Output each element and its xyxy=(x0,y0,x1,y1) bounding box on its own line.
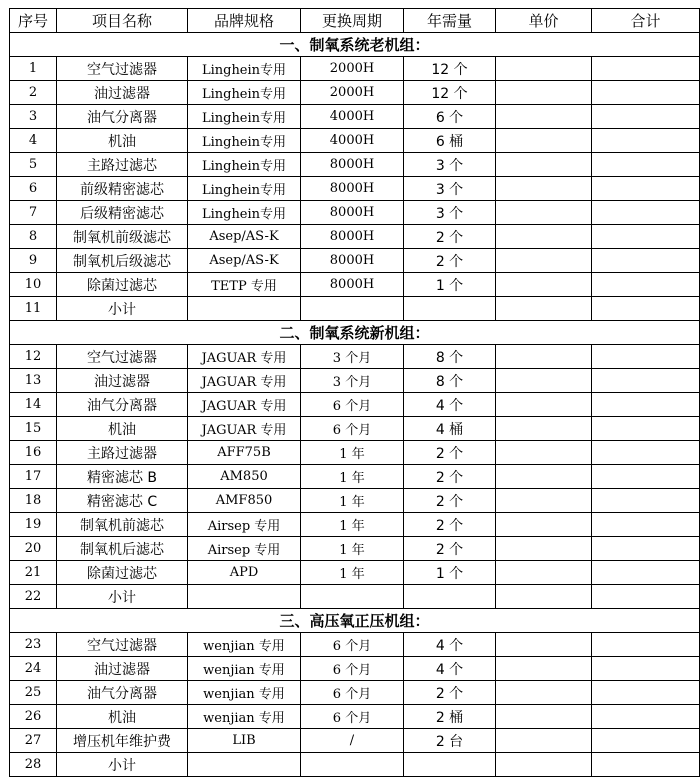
cell-qty: 8 个 xyxy=(404,369,496,393)
cell-spec: Linghein专用 xyxy=(188,129,301,153)
cell-period xyxy=(301,753,404,777)
cell-qty: 2 个 xyxy=(404,537,496,561)
cell-spec: Asep/AS-K xyxy=(188,225,301,249)
cell-no: 12 xyxy=(10,345,57,369)
cell-spec: Linghein专用 xyxy=(188,153,301,177)
cell-period: / xyxy=(301,729,404,753)
cell-period xyxy=(301,585,404,609)
table-row xyxy=(10,393,700,417)
cell-period: 8000H xyxy=(301,273,404,297)
cell-unit-price xyxy=(496,105,592,129)
cell-total xyxy=(592,249,700,273)
table-row xyxy=(10,177,700,201)
table-row xyxy=(10,753,700,777)
cell-name: 机油 xyxy=(57,129,188,153)
cell-name: 增压机年维护费 xyxy=(57,729,188,753)
section-title: 一、制氧系统老机组： xyxy=(10,33,700,57)
cell-no: 20 xyxy=(10,537,57,561)
cell-qty: 1 个 xyxy=(404,273,496,297)
cell-no: 7 xyxy=(10,201,57,225)
cell-qty: 2 个 xyxy=(404,249,496,273)
cell-name: 小计 xyxy=(57,753,188,777)
cell-unit-price xyxy=(496,633,592,657)
cell-qty: 4 个 xyxy=(404,657,496,681)
table-row xyxy=(10,681,700,705)
cell-name: 制氧机前滤芯 xyxy=(57,513,188,537)
cell-name: 前级精密滤芯 xyxy=(57,177,188,201)
cell-period: 1 年 xyxy=(301,489,404,513)
table-row xyxy=(10,537,700,561)
cell-spec: Linghein专用 xyxy=(188,177,301,201)
cell-qty: 3 个 xyxy=(404,153,496,177)
cell-period: 4000H xyxy=(301,129,404,153)
cell-spec: wenjian 专用 xyxy=(188,657,301,681)
cell-spec: JAGUAR 专用 xyxy=(188,369,301,393)
cell-qty: 2 个 xyxy=(404,513,496,537)
cell-total xyxy=(592,561,700,585)
table-row xyxy=(10,249,700,273)
cell-spec: AMF850 xyxy=(188,489,301,513)
cell-total xyxy=(592,705,700,729)
cell-unit-price xyxy=(496,81,592,105)
table-row xyxy=(10,585,700,609)
table-row xyxy=(10,465,700,489)
cell-no: 17 xyxy=(10,465,57,489)
cell-period: 8000H xyxy=(301,177,404,201)
cell-qty: 12 个 xyxy=(404,57,496,81)
cell-total xyxy=(592,105,700,129)
cell-unit-price xyxy=(496,273,592,297)
cell-total xyxy=(592,729,700,753)
section-row xyxy=(10,609,700,633)
cell-spec: wenjian 专用 xyxy=(188,681,301,705)
cell-total xyxy=(592,585,700,609)
cell-name: 制氧机后滤芯 xyxy=(57,537,188,561)
table-row xyxy=(10,57,700,81)
cell-no: 19 xyxy=(10,513,57,537)
table-row xyxy=(10,273,700,297)
cell-no: 27 xyxy=(10,729,57,753)
cell-name: 机油 xyxy=(57,705,188,729)
cell-unit-price xyxy=(496,201,592,225)
cell-no: 4 xyxy=(10,129,57,153)
cell-spec: TETP 专用 xyxy=(188,273,301,297)
cell-qty: 3 个 xyxy=(404,201,496,225)
cell-no: 2 xyxy=(10,81,57,105)
cell-name: 空气过滤器 xyxy=(57,57,188,81)
cell-name: 油过滤器 xyxy=(57,369,188,393)
cell-qty xyxy=(404,297,496,321)
table-row xyxy=(10,225,700,249)
table-row xyxy=(10,657,700,681)
cell-qty: 2 个 xyxy=(404,465,496,489)
header-row xyxy=(10,9,700,33)
cell-period: 6 个月 xyxy=(301,705,404,729)
cell-no: 10 xyxy=(10,273,57,297)
cell-qty: 2 桶 xyxy=(404,705,496,729)
cell-qty: 8 个 xyxy=(404,345,496,369)
table-row xyxy=(10,297,700,321)
table-row xyxy=(10,441,700,465)
cell-period xyxy=(301,297,404,321)
cell-total xyxy=(592,273,700,297)
cell-qty: 12 个 xyxy=(404,81,496,105)
table-row xyxy=(10,489,700,513)
table-row xyxy=(10,153,700,177)
cell-name: 主路过滤芯 xyxy=(57,153,188,177)
cell-spec xyxy=(188,585,301,609)
cell-name: 机油 xyxy=(57,417,188,441)
cell-unit-price xyxy=(496,705,592,729)
cell-unit-price xyxy=(496,129,592,153)
section-row xyxy=(10,321,700,345)
cell-spec xyxy=(188,297,301,321)
cell-spec: LIB xyxy=(188,729,301,753)
section-title: 二、制氧系统新机组： xyxy=(10,321,700,345)
table-row xyxy=(10,345,700,369)
cell-period: 2000H xyxy=(301,81,404,105)
cell-unit-price xyxy=(496,417,592,441)
cell-name: 油过滤器 xyxy=(57,657,188,681)
cell-name: 精密滤芯 B xyxy=(57,465,188,489)
cell-name: 油气分离器 xyxy=(57,681,188,705)
cell-total xyxy=(592,657,700,681)
cell-period: 8000H xyxy=(301,249,404,273)
table-row xyxy=(10,561,700,585)
cell-no: 8 xyxy=(10,225,57,249)
cell-no: 13 xyxy=(10,369,57,393)
cell-total xyxy=(592,297,700,321)
cell-total xyxy=(592,369,700,393)
cell-unit-price xyxy=(496,297,592,321)
cell-no: 14 xyxy=(10,393,57,417)
cell-spec: JAGUAR 专用 xyxy=(188,417,301,441)
cell-unit-price xyxy=(496,177,592,201)
table-row xyxy=(10,201,700,225)
cell-qty: 6 个 xyxy=(404,105,496,129)
cell-spec: wenjian 专用 xyxy=(188,705,301,729)
cell-name: 主路过滤器 xyxy=(57,441,188,465)
cell-qty: 6 桶 xyxy=(404,129,496,153)
cell-no: 26 xyxy=(10,705,57,729)
cell-unit-price xyxy=(496,153,592,177)
cell-qty xyxy=(404,753,496,777)
cell-no: 5 xyxy=(10,153,57,177)
cell-spec: wenjian 专用 xyxy=(188,633,301,657)
cell-total xyxy=(592,201,700,225)
cell-no: 16 xyxy=(10,441,57,465)
table-row xyxy=(10,729,700,753)
cell-no: 15 xyxy=(10,417,57,441)
cell-total xyxy=(592,153,700,177)
table-row xyxy=(10,513,700,537)
cell-no: 22 xyxy=(10,585,57,609)
cell-unit-price xyxy=(496,489,592,513)
cell-total xyxy=(592,225,700,249)
cell-unit-price xyxy=(496,657,592,681)
cell-period: 6 个月 xyxy=(301,657,404,681)
cell-spec: JAGUAR 专用 xyxy=(188,345,301,369)
cell-total xyxy=(592,753,700,777)
cell-total xyxy=(592,417,700,441)
header-spec: 品牌规格 xyxy=(188,9,301,33)
cell-total xyxy=(592,81,700,105)
cell-total xyxy=(592,129,700,153)
cell-total xyxy=(592,537,700,561)
cell-no: 6 xyxy=(10,177,57,201)
cell-spec: Linghein专用 xyxy=(188,81,301,105)
cell-unit-price xyxy=(496,729,592,753)
parts-table xyxy=(9,8,700,777)
cell-unit-price xyxy=(496,753,592,777)
cell-name: 油气分离器 xyxy=(57,393,188,417)
table-row xyxy=(10,417,700,441)
cell-spec: APD xyxy=(188,561,301,585)
cell-name: 油过滤器 xyxy=(57,81,188,105)
table-row xyxy=(10,81,700,105)
cell-spec: AM850 xyxy=(188,465,301,489)
cell-name: 制氧机前级滤芯 xyxy=(57,225,188,249)
cell-unit-price xyxy=(496,513,592,537)
cell-qty: 4 个 xyxy=(404,393,496,417)
cell-no: 11 xyxy=(10,297,57,321)
cell-unit-price xyxy=(496,249,592,273)
cell-period: 6 个月 xyxy=(301,417,404,441)
cell-total xyxy=(592,441,700,465)
cell-period: 3 个月 xyxy=(301,369,404,393)
cell-name: 空气过滤器 xyxy=(57,633,188,657)
cell-period: 1 年 xyxy=(301,513,404,537)
header-period: 更换周期 xyxy=(301,9,404,33)
cell-period: 3 个月 xyxy=(301,345,404,369)
cell-unit-price xyxy=(496,537,592,561)
cell-name: 后级精密滤芯 xyxy=(57,201,188,225)
cell-no: 23 xyxy=(10,633,57,657)
cell-unit-price xyxy=(496,393,592,417)
cell-unit-price xyxy=(496,585,592,609)
cell-period: 6 个月 xyxy=(301,393,404,417)
cell-spec: Asep/AS-K xyxy=(188,249,301,273)
cell-period: 6 个月 xyxy=(301,633,404,657)
cell-spec: AFF75B xyxy=(188,441,301,465)
cell-name: 油气分离器 xyxy=(57,105,188,129)
cell-qty: 2 个 xyxy=(404,681,496,705)
table-row xyxy=(10,105,700,129)
cell-unit-price xyxy=(496,561,592,585)
table-row xyxy=(10,705,700,729)
cell-qty: 2 台 xyxy=(404,729,496,753)
cell-total xyxy=(592,393,700,417)
section-title: 三、高压氧正压机组： xyxy=(10,609,700,633)
cell-qty: 4 桶 xyxy=(404,417,496,441)
cell-name: 制氧机后级滤芯 xyxy=(57,249,188,273)
cell-spec: Airsep 专用 xyxy=(188,537,301,561)
cell-unit-price xyxy=(496,465,592,489)
header-qty: 年需量 xyxy=(404,9,496,33)
cell-no: 1 xyxy=(10,57,57,81)
cell-no: 24 xyxy=(10,657,57,681)
cell-total xyxy=(592,57,700,81)
header-total: 合计 xyxy=(592,9,700,33)
header-no: 序号 xyxy=(10,9,57,33)
cell-total xyxy=(592,681,700,705)
cell-no: 18 xyxy=(10,489,57,513)
cell-qty: 4 个 xyxy=(404,633,496,657)
cell-total xyxy=(592,489,700,513)
cell-spec xyxy=(188,753,301,777)
cell-total xyxy=(592,345,700,369)
cell-qty: 2 个 xyxy=(404,441,496,465)
header-unit-price: 单价 xyxy=(496,9,592,33)
cell-qty: 1 个 xyxy=(404,561,496,585)
cell-unit-price xyxy=(496,369,592,393)
table-row xyxy=(10,369,700,393)
cell-no: 28 xyxy=(10,753,57,777)
cell-spec: Airsep 专用 xyxy=(188,513,301,537)
header-name: 项目名称 xyxy=(57,9,188,33)
cell-unit-price xyxy=(496,681,592,705)
cell-period: 8000H xyxy=(301,153,404,177)
cell-unit-price xyxy=(496,345,592,369)
table-body xyxy=(10,33,700,777)
cell-name: 空气过滤器 xyxy=(57,345,188,369)
cell-period: 2000H xyxy=(301,57,404,81)
cell-unit-price xyxy=(496,441,592,465)
cell-period: 1 年 xyxy=(301,465,404,489)
cell-spec: Linghein专用 xyxy=(188,57,301,81)
cell-period: 1 年 xyxy=(301,561,404,585)
cell-qty: 2 个 xyxy=(404,225,496,249)
cell-total xyxy=(592,513,700,537)
table-row xyxy=(10,633,700,657)
cell-period: 4000H xyxy=(301,105,404,129)
section-row xyxy=(10,33,700,57)
cell-total xyxy=(592,465,700,489)
cell-spec: Linghein专用 xyxy=(188,201,301,225)
cell-unit-price xyxy=(496,57,592,81)
cell-name: 小计 xyxy=(57,585,188,609)
cell-total xyxy=(592,633,700,657)
cell-spec: JAGUAR 专用 xyxy=(188,393,301,417)
cell-no: 3 xyxy=(10,105,57,129)
cell-period: 6 个月 xyxy=(301,681,404,705)
cell-name: 除菌过滤芯 xyxy=(57,273,188,297)
cell-qty: 2 个 xyxy=(404,489,496,513)
cell-period: 1 年 xyxy=(301,441,404,465)
cell-unit-price xyxy=(496,225,592,249)
cell-qty xyxy=(404,585,496,609)
cell-total xyxy=(592,177,700,201)
table-row xyxy=(10,129,700,153)
cell-period: 8000H xyxy=(301,225,404,249)
cell-no: 9 xyxy=(10,249,57,273)
cell-name: 精密滤芯 C xyxy=(57,489,188,513)
cell-spec: Linghein专用 xyxy=(188,105,301,129)
cell-no: 21 xyxy=(10,561,57,585)
cell-name: 除菌过滤芯 xyxy=(57,561,188,585)
cell-period: 1 年 xyxy=(301,537,404,561)
cell-name: 小计 xyxy=(57,297,188,321)
cell-qty: 3 个 xyxy=(404,177,496,201)
cell-no: 25 xyxy=(10,681,57,705)
cell-period: 8000H xyxy=(301,201,404,225)
